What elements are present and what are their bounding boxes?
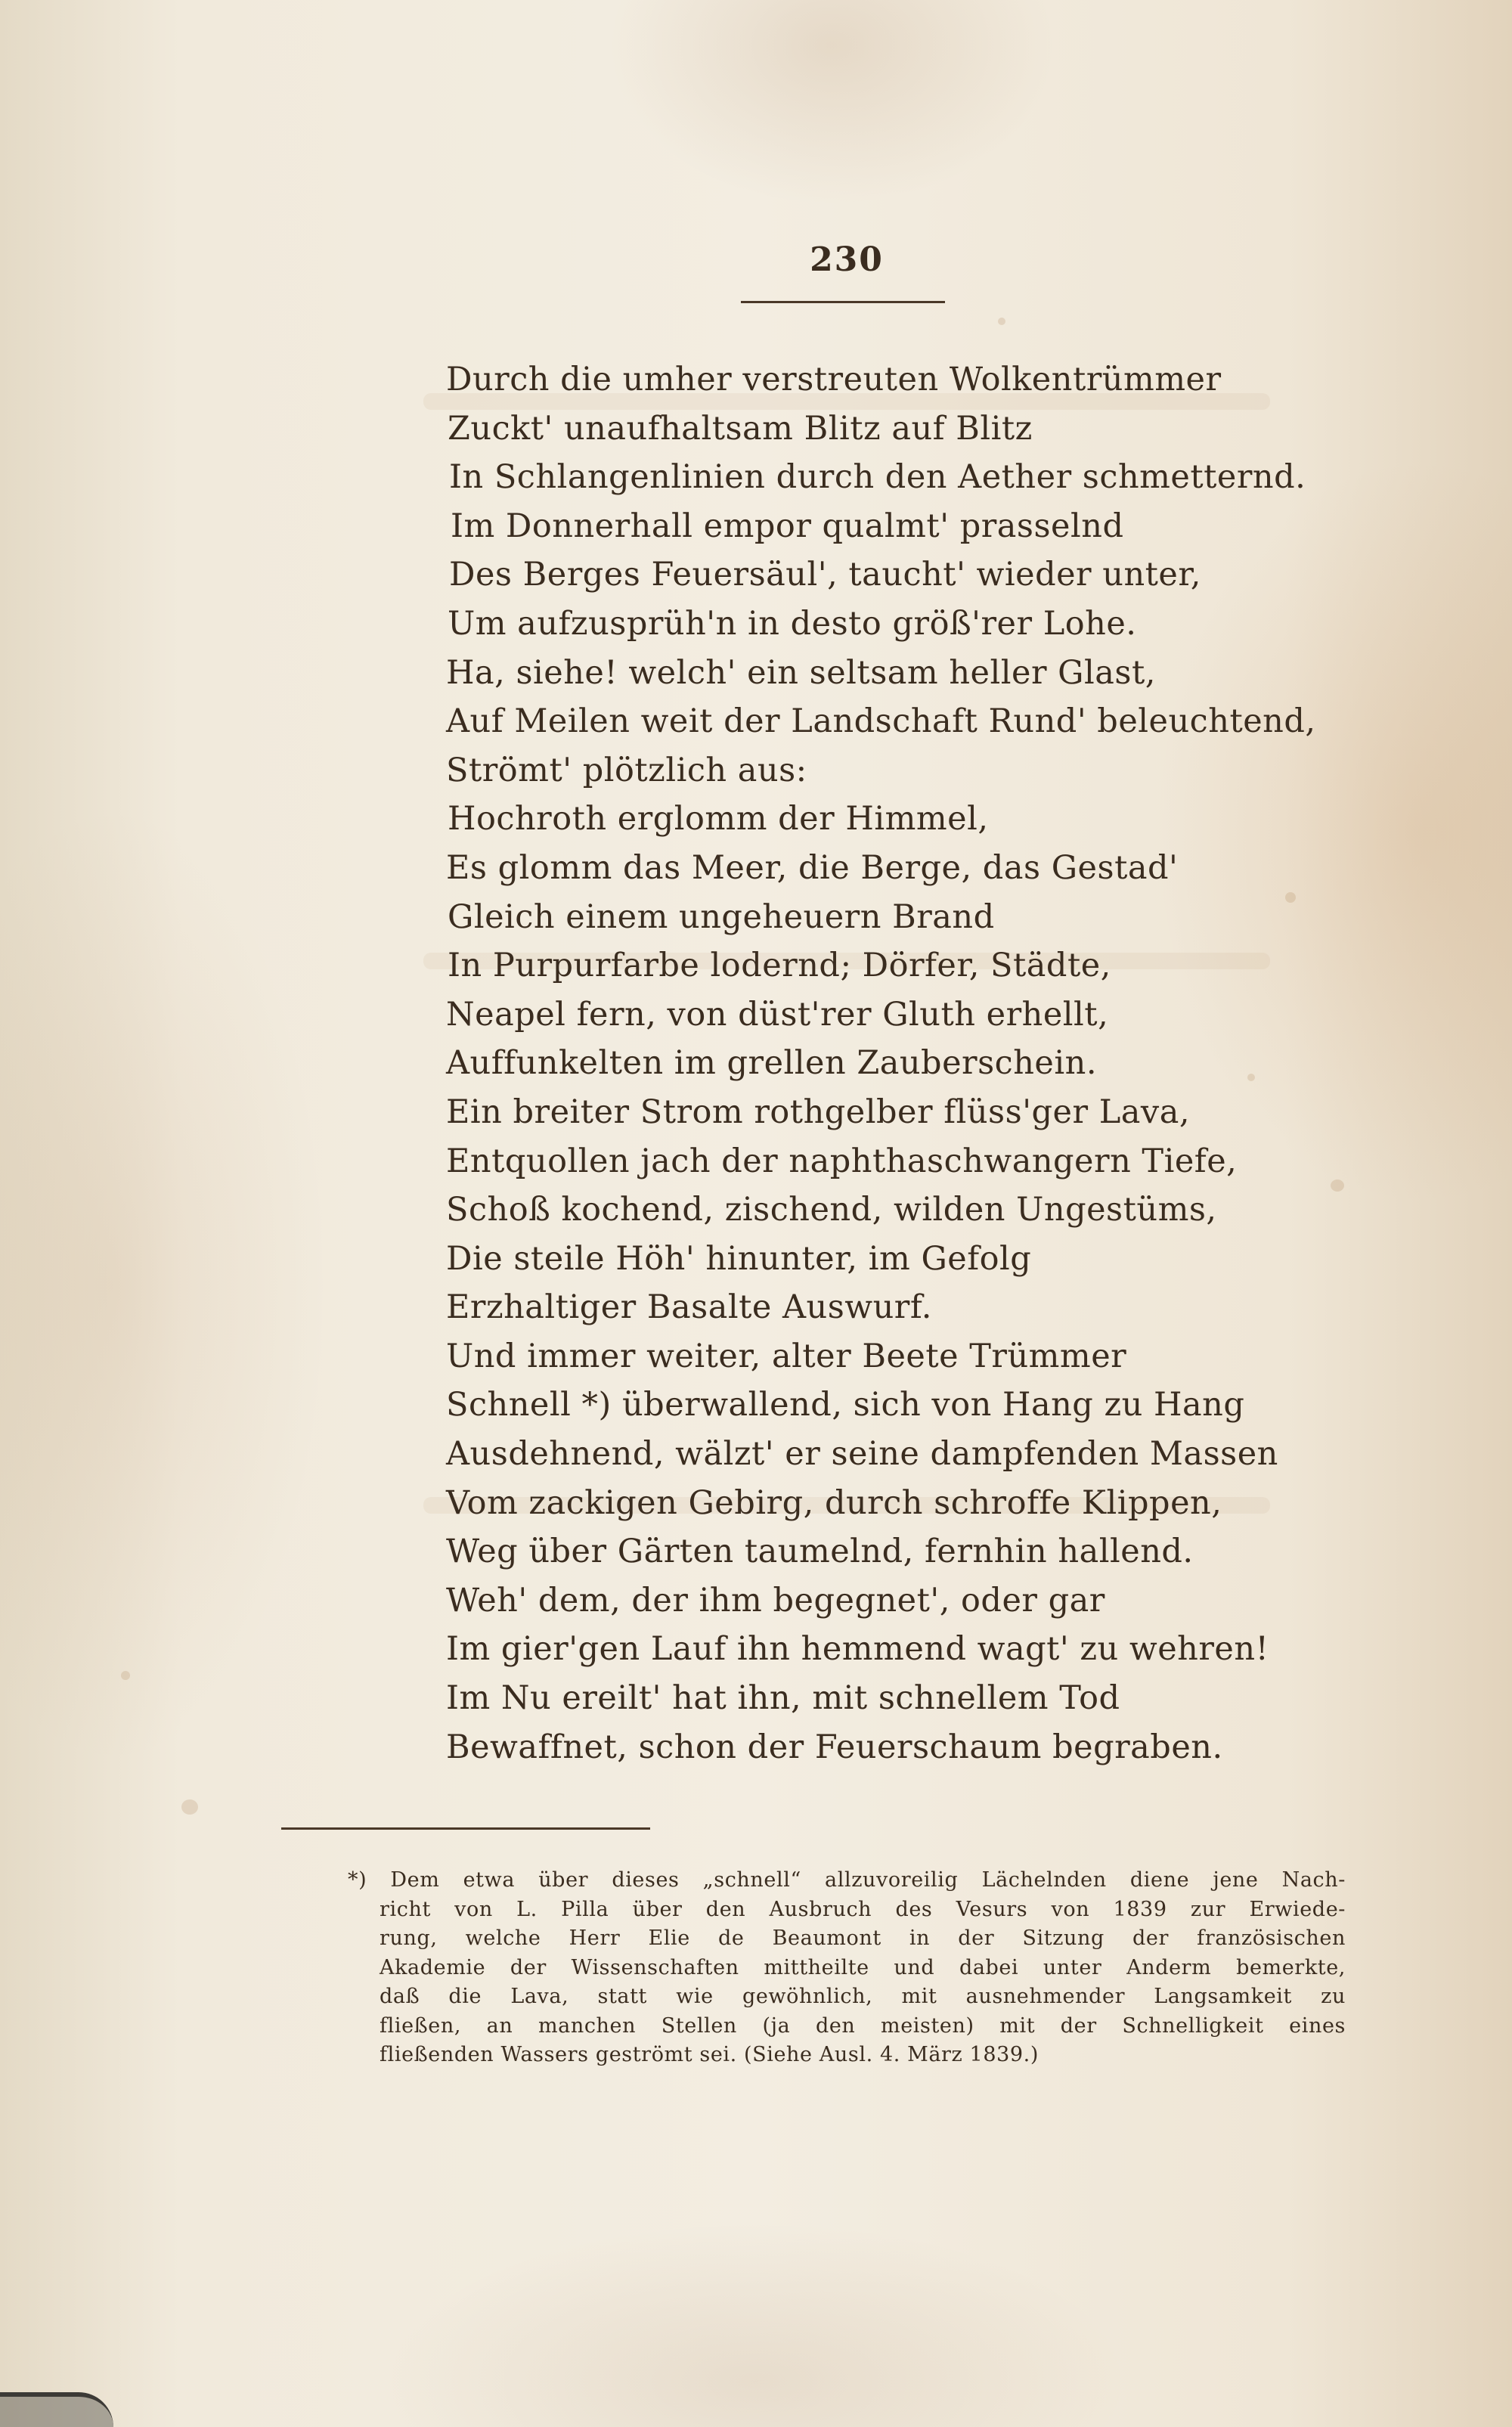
poem-line: Auffunkelten im grellen Zauberschein.	[446, 1044, 1097, 1083]
poem-line: Ausdehnend, wälzt' er seine dampfenden Massen	[446, 1435, 1278, 1474]
footnote-line: rung, welche Herr Elie de Beaumont in der Sitzung der französischen	[380, 1926, 1346, 1950]
foxing-spot	[181, 1799, 198, 1815]
poem-line: Auf Meilen weit der Landschaft Rund' beleuchtend,	[446, 702, 1316, 741]
poem-line: Entquollen jach der naphthaschwangern Tiefe,	[446, 1142, 1238, 1180]
header-rule	[741, 301, 945, 303]
poem-line: Strömt' plötzlich aus:	[446, 751, 807, 789]
footnote-line: fließenden Wassers geströmt sei. (Siehe Ausl. 4. März 1839.)	[380, 2043, 1039, 2066]
poem-line: Im gier'gen Lauf ihn hemmend wagt' zu wehren!	[446, 1630, 1269, 1669]
footnote-line: Akademie der Wissenschaften mittheilte und dabei unter Anderm bemerkte,	[380, 1955, 1346, 1979]
footnote-line: *) Dem etwa über dieses „schnell“ allzuvoreilig Lächelnden diene jene Nach-	[348, 1868, 1346, 1892]
poem-line: Ein breiter Strom rothgelber flüss'ger Lava,	[446, 1093, 1190, 1131]
poem-line: Gleich einem ungeheuern Brand	[448, 897, 995, 936]
poem-line: Im Nu ereilt' hat ihn, mit schnellem Tod	[446, 1679, 1120, 1718]
page-number: 230	[810, 240, 884, 279]
poem-line: In Schlangenlinien durch den Aether schmetternd.	[449, 458, 1306, 497]
poem-line: Um aufzusprüh'n in desto größ'rer Lohe.	[448, 604, 1137, 643]
poem-line: Im Donnerhall empor qualmt' prasselnd	[451, 507, 1124, 545]
footnote-line: daß die Lava, statt wie gewöhnlich, mit ausnehmender Langsamkeit zu	[380, 1985, 1346, 2008]
poem-line: Und immer weiter, alter Beete Trümmer	[446, 1337, 1127, 1375]
poem-line: Hochroth erglomm der Himmel,	[448, 800, 989, 838]
poem-line: Die steile Höh' hinunter, im Gefolg	[446, 1239, 1032, 1278]
poem-line: Weh' dem, der ihm begegnet', oder gar	[446, 1581, 1105, 1620]
poem-line: Erzhaltiger Basalte Auswurf.	[446, 1288, 932, 1327]
footnote-rule	[281, 1827, 650, 1830]
poem	[446, 355, 1353, 1771]
poem-line: Bewaffnet, schon der Feuerschaum begraben.	[446, 1728, 1223, 1766]
foxing-spot	[998, 318, 1005, 325]
poem-line: Durch die umher verstreuten Wolkentrümmer	[446, 361, 1222, 398]
poem-line: In Purpurfarbe lodernd; Dörfer, Städte,	[448, 947, 1111, 985]
footnote-line: richt von L. Pilla über den Ausbruch des Vesurs von 1839 zur Erwiede-	[380, 1897, 1346, 1921]
foxing-spot	[121, 1671, 130, 1680]
poem-line: Ha, siehe! welch' ein seltsam heller Glast,	[446, 653, 1156, 692]
poem-line: Neapel fern, von düst'rer Gluth erhellt,	[446, 995, 1109, 1034]
poem-line: Zuckt' unaufhaltsam Blitz auf Blitz	[448, 409, 1033, 448]
footnote-line: fließen, an manchen Stellen (ja den meisten) mit der Schnelligkeit eines	[380, 2013, 1346, 2038]
scan-edge-shadow	[0, 2392, 113, 2427]
footnote	[348, 1866, 1346, 2070]
poem-line: Des Berges Feuersäul', taucht' wieder unter,	[449, 556, 1201, 594]
poem-line: Weg über Gärten taumelnd, fernhin hallend.	[446, 1533, 1194, 1571]
poem-line: Schnell *) überwallend, sich von Hang zu Hang	[446, 1386, 1245, 1424]
poem-line: Schoß kochend, zischend, wilden Ungestüms,	[446, 1191, 1217, 1229]
poem-line: Es glomm das Meer, die Berge, das Gestad'	[446, 848, 1179, 887]
poem-line: Vom zackigen Gebirg, durch schroffe Klippen,	[446, 1483, 1222, 1522]
